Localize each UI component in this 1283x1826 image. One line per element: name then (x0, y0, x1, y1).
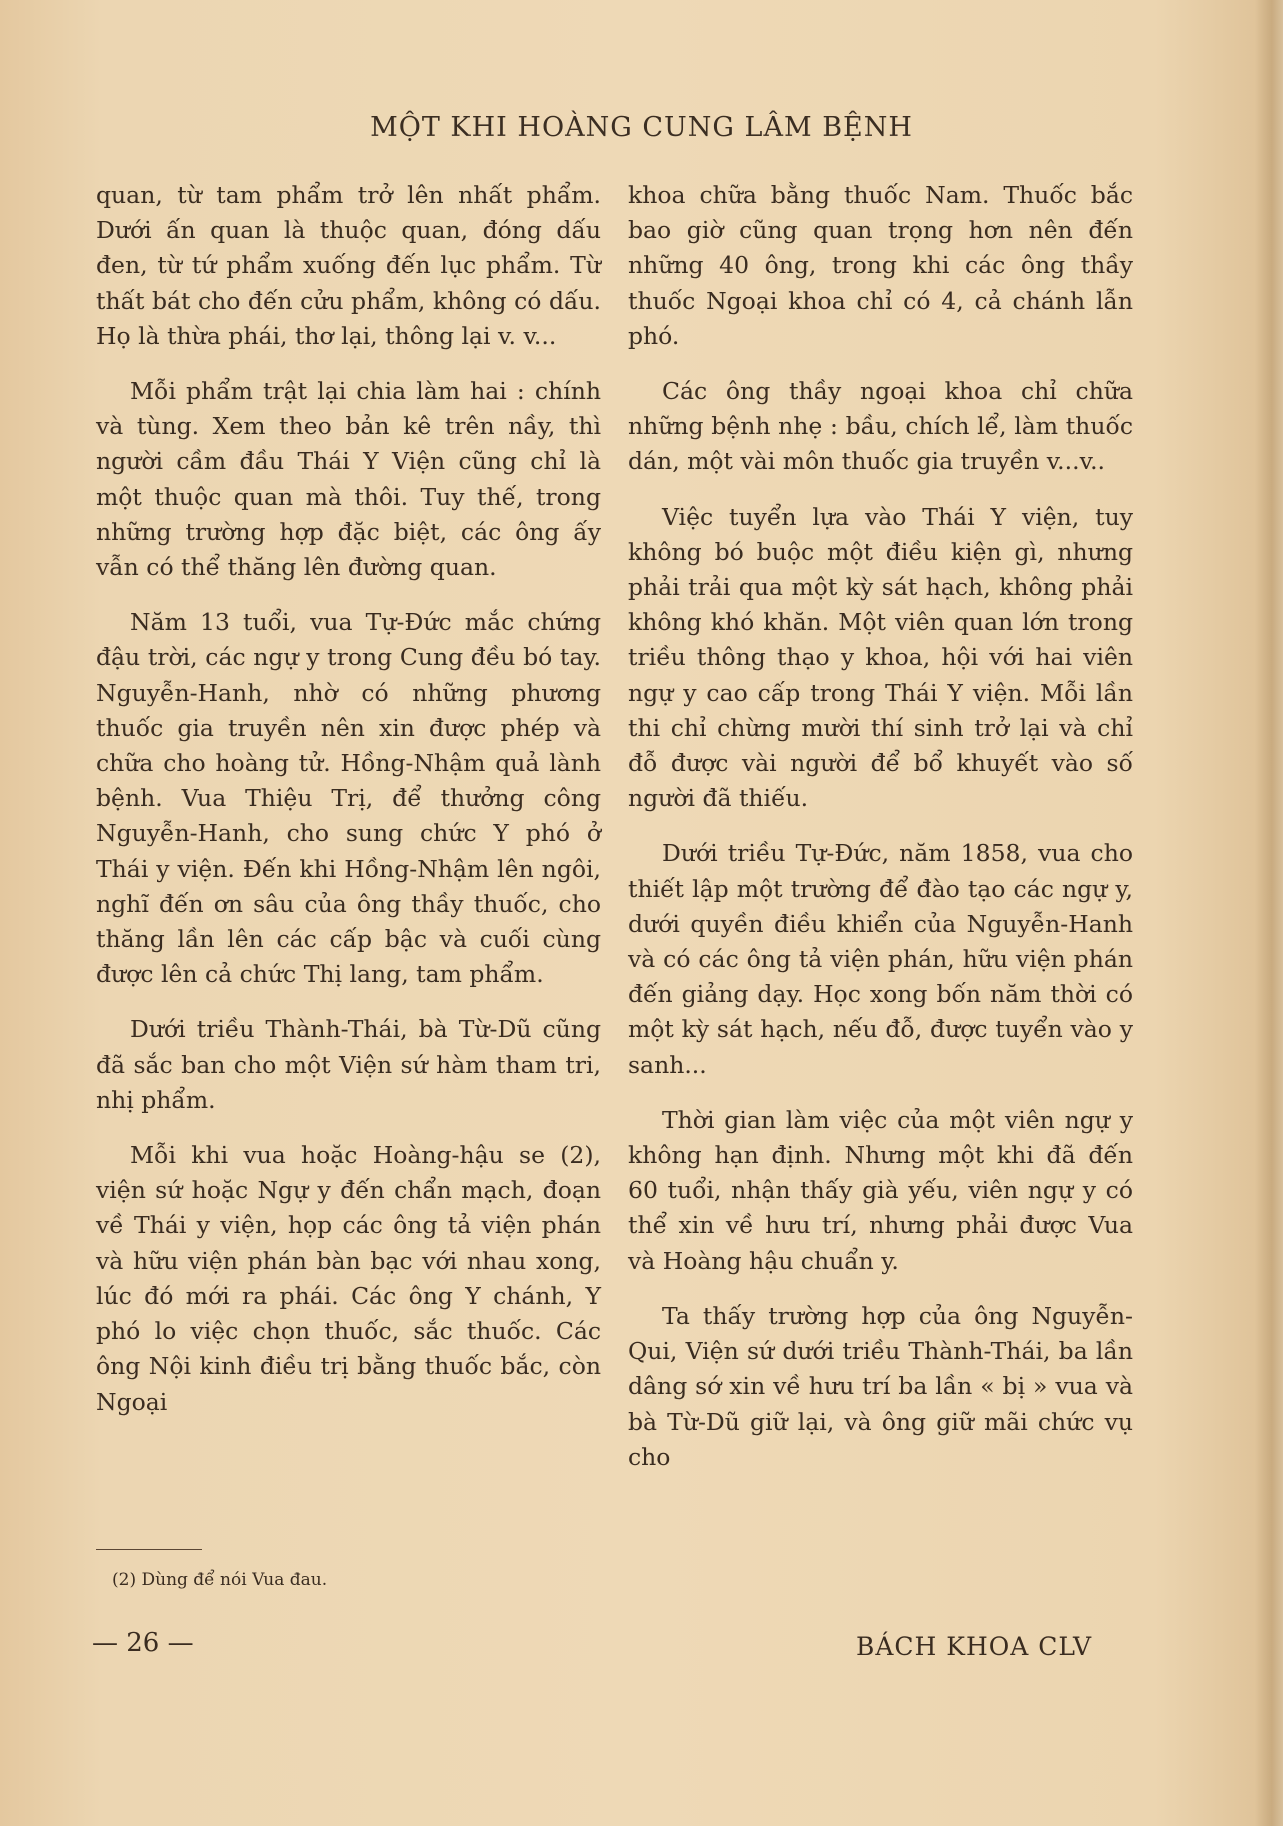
magazine-issue: BÁCH KHOA CLV (856, 1632, 1093, 1661)
left-column (96, 178, 601, 1440)
paragraph: Năm 13 tuổi, vua Tự-Đức mắc chứng đậu trời, các ngự y trong Cung đều bó tay. Nguyễn-Hanh, nhờ có những phương thuốc gia truyền nên xin được phép và chữa cho hoàng tử. Hồng-Nhậm quả lành bệnh. Vua Thiệu Trị, để thưởng công Nguyễn-Hanh, cho sung chức Y phó ở Thái y viện. Đến khi Hồng-Nhậm lên ngôi, nghĩ đến ơn sâu của ông thầy thuốc, cho thăng lần lên các cấp bậc và cuối cùng được lên cả chức Thị lang, tam phẩm. (96, 608, 601, 989)
running-header: MỘT KHI HOÀNG CUNG LÂM BỆNH (370, 112, 913, 143)
footnote: (2) Dùng để nói Vua đau. (112, 1570, 328, 1590)
page-number: — 26 — (92, 1628, 194, 1658)
paragraph: Các ông thầy ngoại khoa chỉ chữa những bệnh nhẹ : bầu, chích lể, làm thuốc dán, một vài môn thuốc gia truyền v...v.. (628, 377, 1133, 476)
paragraph: Dưới triều Tự-Đức, năm 1858, vua cho thiết lập một trường để đào tạo các ngự y, dưới quyền điều khiển của Nguyễn-Hanh và có các ông tả viện phán, hữu viện phán đến giảng dạy. Học xong bốn năm thời có một kỳ sát hạch, nếu đỗ, được tuyển vào y sanh... (628, 839, 1133, 1079)
paragraph: Ta thấy trường hợp của ông Nguyễn-Qui, Viện sứ dưới triều Thành-Thái, ba lần dâng sớ xin về hưu trí ba lần « bị » vua và bà Từ-Dũ giữ lại, và ông giữ mãi chức vụ cho (628, 1301, 1133, 1471)
page-edge-shadow (1255, 0, 1283, 1826)
paragraph: quan, từ tam phẩm trở lên nhất phẩm. Dưới ấn quan là thuộc quan, đóng dấu đen, từ tứ phẩm xuống đến lục phẩm. Từ thất bát cho đến cửu phẩm, không có dấu. Họ là thừa phái, thơ lại, thông lại v. v... (96, 181, 601, 350)
paragraph: Mỗi phẩm trật lại chia làm hai : chính và tùng. Xem theo bản kê trên nầy, thì người cầm đầu Thái Y Viện cũng chỉ là một thuộc quan mà thôi. Tuy thế, trong những trường hợp đặc biệt, các ông ấy vẫn có thể thăng lên đường quan. (96, 377, 601, 582)
paragraph: Mỗi khi vua hoặc Hoàng-hậu se (2), viện sứ hoặc Ngự y đến chẩn mạch, đoạn về Thái y viện, họp các ông tả viện phán và hữu viện phán bàn bạc với nhau xong, lúc đó mới ra phái. Các ông Y chánh, Y phó lo việc chọn thuốc, sắc thuốc. Các ông Nội kinh điều trị bằng thuốc bắc, còn Ngoại (96, 1141, 601, 1416)
paragraph: Việc tuyển lựa vào Thái Y viện, tuy không bó buộc một điều kiện gì, nhưng phải trải qua một kỳ sát hạch, không phải không khó khăn. Một viên quan lớn trong triều thông thạo y khoa, hội với hai viên ngự y cao cấp trong Thái Y viện. Mỗi lần thi chỉ chừng mười thí sinh trở lại và chỉ đỗ được vài người để bổ khuyết vào số người đã thiếu. (628, 502, 1133, 813)
paragraph: Dưới triều Thành-Thái, bà Từ-Dũ cũng đã sắc ban cho một Viện sứ hàm tham tri, nhị phẩm. (96, 1015, 601, 1114)
paragraph: khoa chữa bằng thuốc Nam. Thuốc bắc bao giờ cũng quan trọng hơn nên đến những 40 ông, trong khi các ông thầy thuốc Ngoại khoa chỉ có 4, cả chánh lẫn phó. (628, 181, 1133, 350)
paragraph: Thời gian làm việc của một viên ngự y không hạn định. Nhưng một khi đã đến 60 tuổi, nhận thấy già yếu, viên ngự y có thể xin về hưu trí, nhưng phải được Vua và Hoàng hậu chuẩn y. (628, 1105, 1133, 1275)
footnote-divider (96, 1549, 202, 1550)
right-column (628, 178, 1133, 1495)
